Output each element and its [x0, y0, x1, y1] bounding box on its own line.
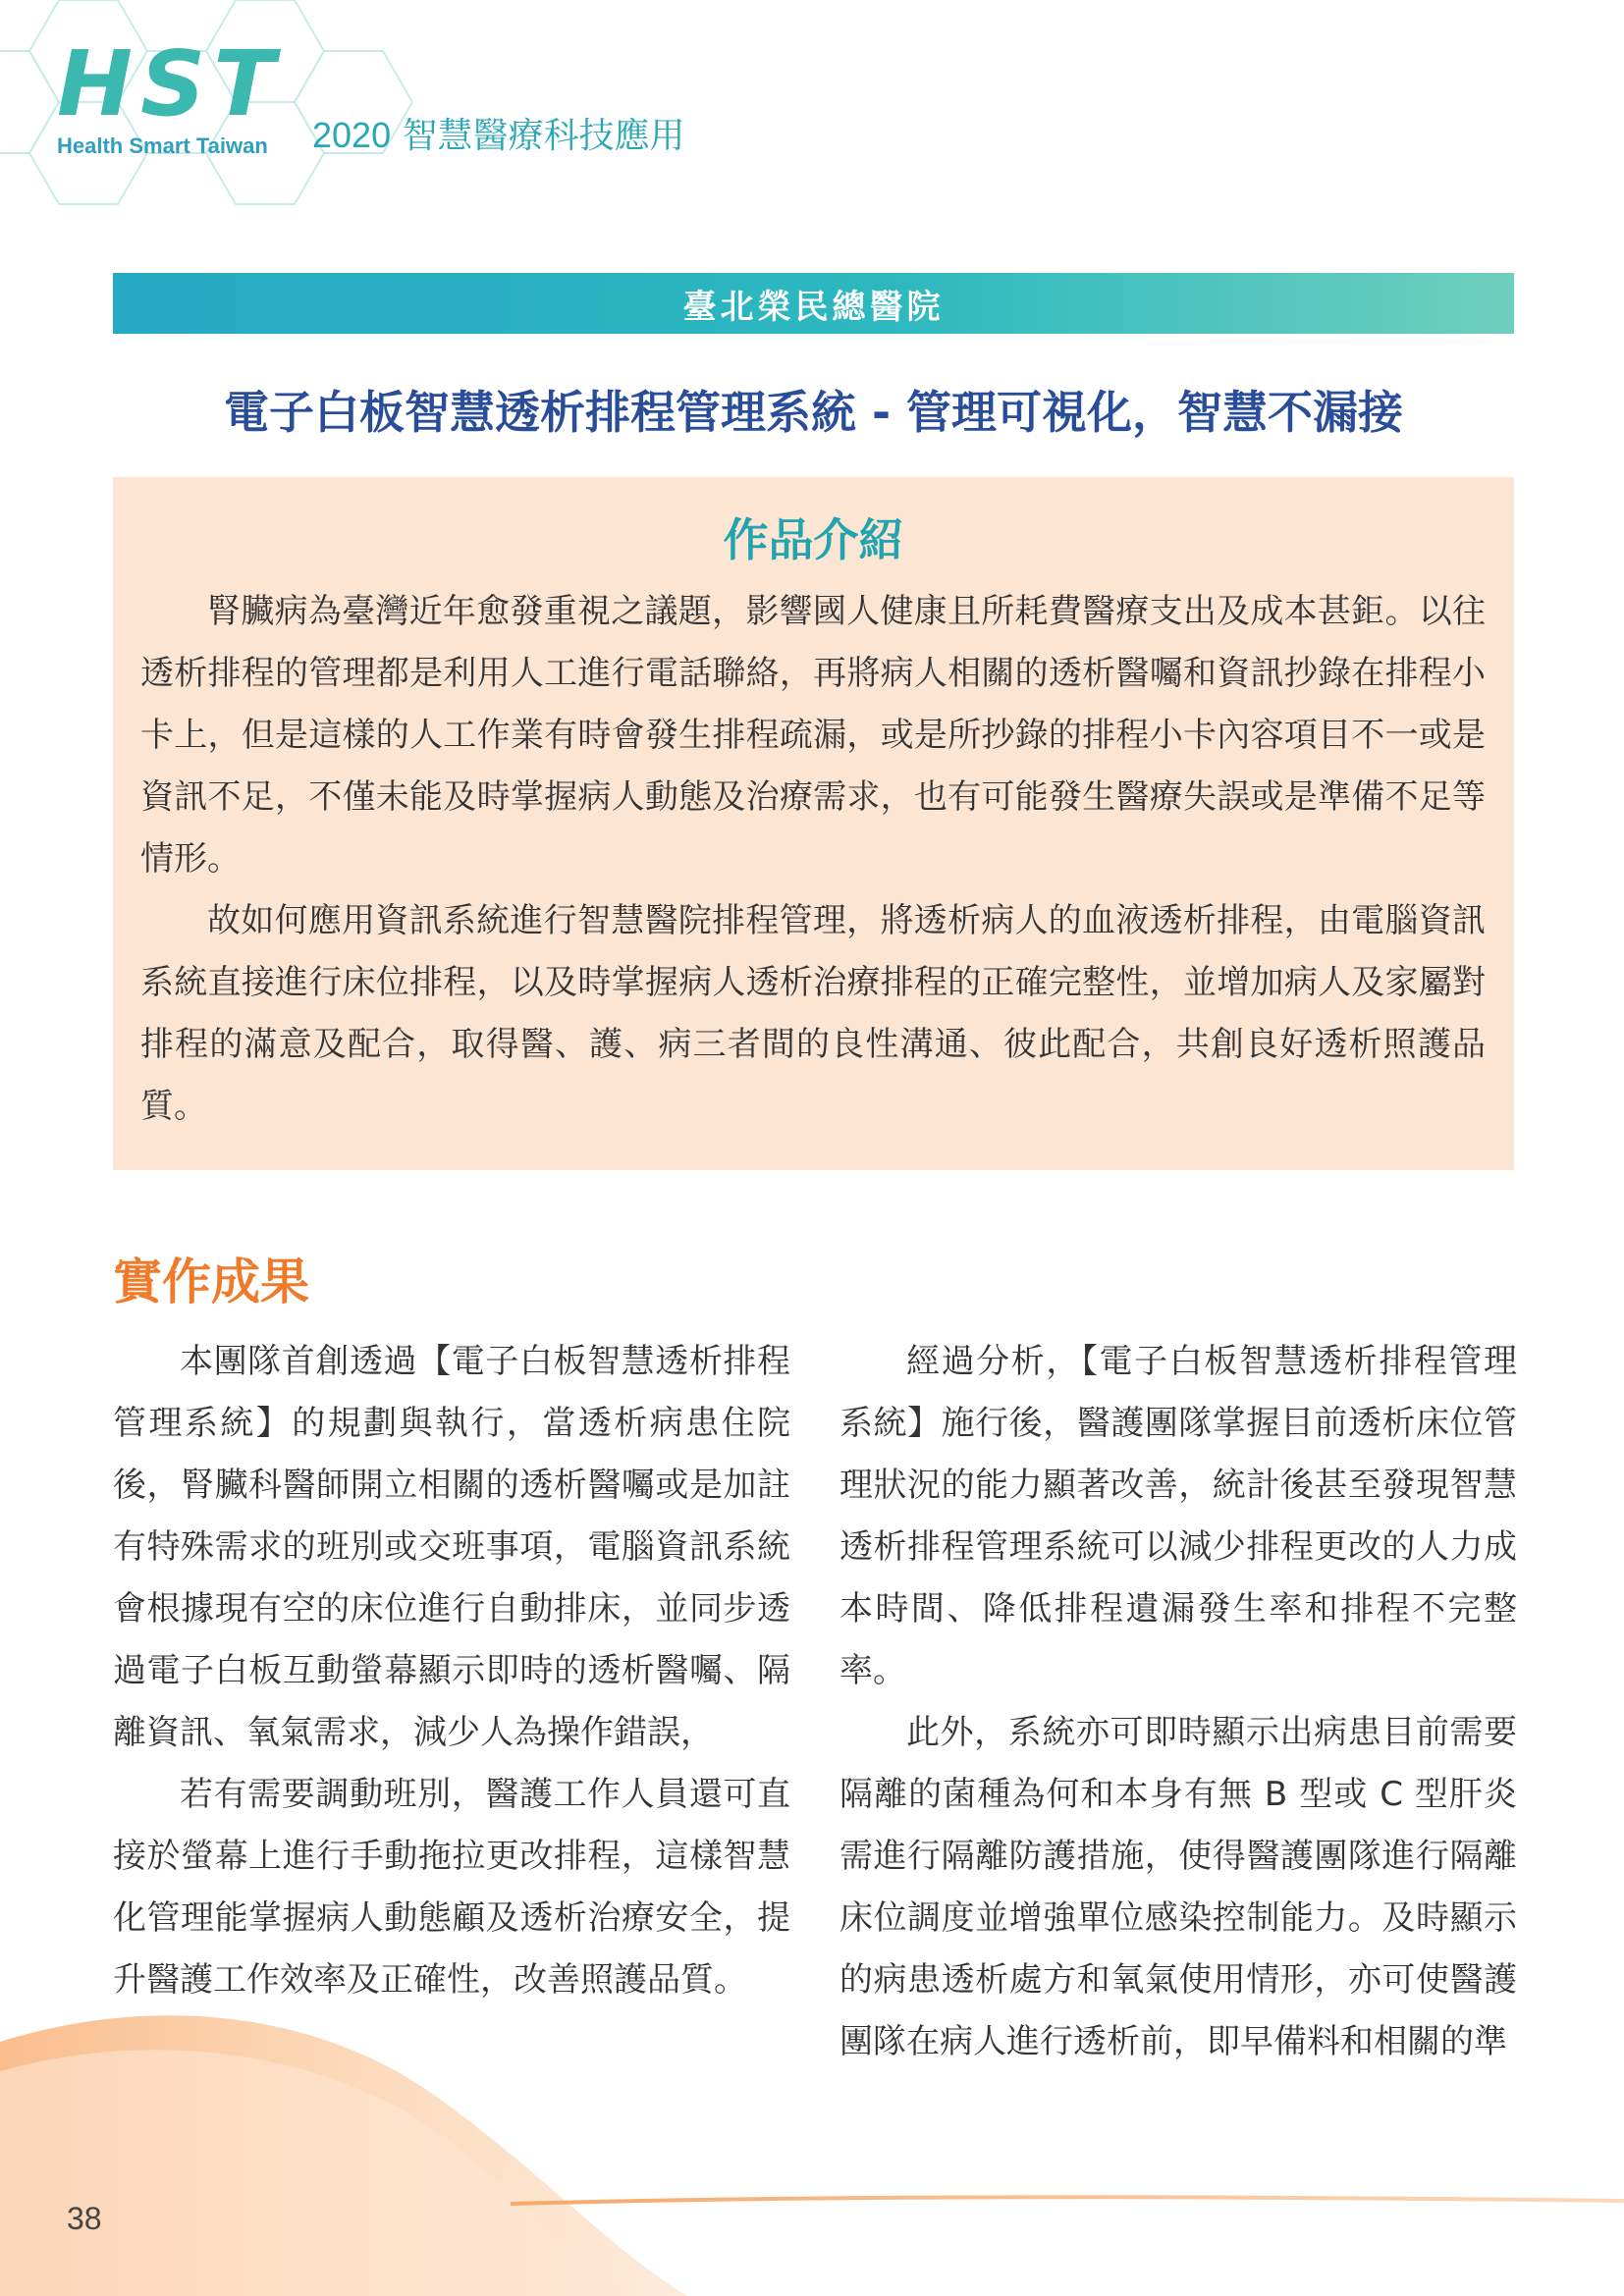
- page-number: 38: [67, 2201, 102, 2236]
- intro-body: [140, 581, 1486, 1138]
- publication-year: 2020: [312, 115, 392, 155]
- intro-paragraph: 故如何應用資訊系統進行智慧醫院排程管理，將透析病人的血液透析排程，由電腦資訊系統直接進行床位排程，以及時掌握病人透析治療排程的正確完整性，並增加病人及家屬對排程的滿意及配合，取得醫、護、病三者間的良性溝通、彼此配合，共創良好透析照護品質。: [140, 901, 1486, 1126]
- intro-paragraph: 腎臟病為臺灣近年愈發重視之議題，影響國人健康且所耗費醫療支出及成本甚鉅。以往透析排程的管理都是利用人工進行電話聯絡，再將病人相關的透析醫囑和資訊抄錄在排程小卡上，但是這樣的人工作業有時會發生排程疏漏，或是所抄錄的排程小卡內容項目不一或是資訊不足，不僅未能及時掌握病人動態及治療需求，也有可能發生醫療失誤或是準備不足等情形。: [140, 592, 1486, 879]
- results-paragraph: 若有需要調動班別，醫護工作人員還可直接於螢幕上進行手動拖拉更改排程，這樣智慧化管理能掌握病人動態顧及透析治療安全，提升醫護工作效率及正確性，改善照護品質。: [113, 1775, 790, 2000]
- results-paragraph: 經過分析，【電子白板智慧透析排程管理系統】施行後，醫護團隊掌握目前透析床位管理狀況的能力顯著改善，統計後甚至發現智慧透析排程管理系統可以減少排程更改的人力成本時間、降低排程遺漏發生率和排程不完整率。: [839, 1342, 1517, 1690]
- publication-name: 智慧醫療科技應用: [402, 116, 685, 156]
- results-left-column: [113, 1331, 790, 2011]
- intro-box: [113, 477, 1514, 1170]
- logo-subtitle: Health Smart Taiwan: [57, 133, 268, 158]
- publication-title: [312, 114, 685, 157]
- hospital-name-banner: [113, 273, 1514, 334]
- hst-logo: HST: [57, 31, 284, 136]
- orange-wave-decoration: [0, 1953, 1624, 2296]
- hospital-name: 臺北榮民總醫院: [682, 287, 945, 327]
- results-heading: 實作成果: [113, 1254, 309, 1310]
- results-paragraph: 本團隊首創透過【電子白板智慧透析排程管理系統】的規劃與執行，當透析病患住院後，腎臟科醫師開立相關的透析醫囑或是加註有特殊需求的班別或交班事項，電腦資訊系統會根據現有空的床位進行自動排床，並同步透過電子白板互動螢幕顯示即時的透析醫囑、隔離資訊、氧氣需求，減少人為操作錯誤，: [113, 1342, 790, 1752]
- intro-heading: 作品介紹: [723, 513, 904, 566]
- article-title: 電子白板智慧透析排程管理系統 - 管理可視化，智慧不漏接: [223, 386, 1404, 439]
- results-paragraph: 此外，系統亦可即時顯示出病患目前需要隔離的菌種為何和本身有無 B 型或 C 型肝炎需進行隔離防護措施，使得醫護團隊進行隔離床位調度並增強單位感染控制能力。及時顯示的病患透析處方和氧氣使用情形，亦可使醫護團隊在病人進行透析前，即早備料和相關的準: [839, 1713, 1517, 2061]
